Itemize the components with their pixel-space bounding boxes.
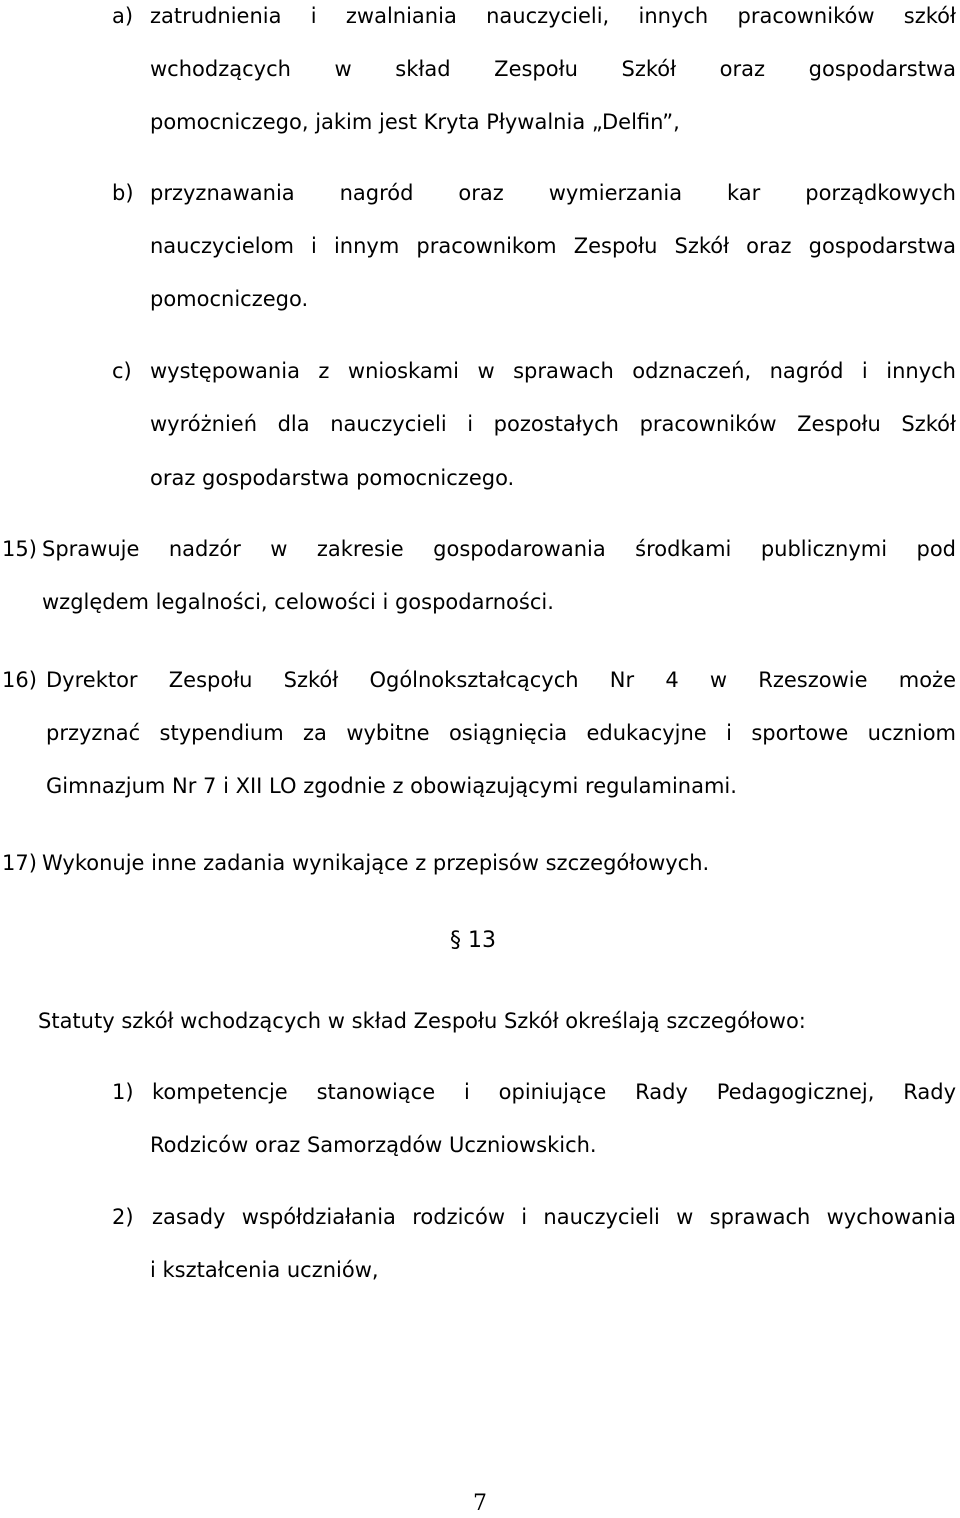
list-item-text-line: pomocniczego. [150,287,309,311]
list-item-text-line: przyznać stypendium za wybitne osiągnięcia edukacyjne i sportowe uczniom [46,721,956,745]
list-marker: 1) [112,1080,134,1104]
list-item-text-line: względem legalności, celowości i gospodarności. [42,590,554,614]
list-marker: 2) [112,1205,134,1229]
list-item-text-line: występowania z wnioskami w sprawach odznaczeń, nagród i innych [150,359,956,383]
list-marker: 16) [2,668,37,692]
list-item-text-line: pomocniczego, jakim jest Kryta Pływalnia „Delfin”, [150,110,680,134]
section-intro: Statuty szkół wchodzących w skład Zespołu Szkół określają szczegółowo: [38,1009,806,1033]
list-marker: 15) [2,537,37,561]
list-item-text-line: wchodzących w skład Zespołu Szkół oraz gospodarstwa [150,57,956,81]
list-marker: c) [112,359,132,383]
list-marker: a) [112,4,134,28]
list-item-text-line: Dyrektor Zespołu Szkół Ogólnokształcących Nr 4 w Rzeszowie może [46,668,956,692]
page-number: 7 [473,1491,487,1516]
list-item-text-line: Rodziców oraz Samorządów Uczniowskich. [150,1133,597,1157]
list-item-text-line: i kształcenia uczniów, [150,1258,379,1282]
list-item-text-line: zatrudnienia i zwalniania nauczycieli, innych pracowników szkół [150,4,956,28]
list-item-text-line: nauczycielom i innym pracownikom Zespołu Szkół oraz gospodarstwa [150,234,956,258]
list-item-text-line: wyróżnień dla nauczycieli i pozostałych pracowników Zespołu Szkół [150,412,956,436]
list-item-text-line: przyznawania nagród oraz wymierzania kar porządkowych [150,181,956,205]
section-heading: § 13 [450,928,496,953]
list-item-text-line: oraz gospodarstwa pomocniczego. [150,466,515,490]
list-item-text-line: kompetencje stanowiące i opiniujące Rady Pedagogicznej, Rady [152,1080,956,1104]
list-item-text-line: Gimnazjum Nr 7 i XII LO zgodnie z obowiązującymi regulaminami. [46,774,737,798]
list-marker: b) [112,181,134,205]
list-item-text-line: zasady współdziałania rodziców i nauczycieli w sprawach wychowania [152,1205,956,1229]
list-item-text-line: Wykonuje inne zadania wynikające z przepisów szczegółowych. [42,851,710,875]
list-marker: 17) [2,851,37,875]
list-item-text-line: Sprawuje nadzór w zakresie gospodarowania środkami publicznymi pod [42,537,956,561]
